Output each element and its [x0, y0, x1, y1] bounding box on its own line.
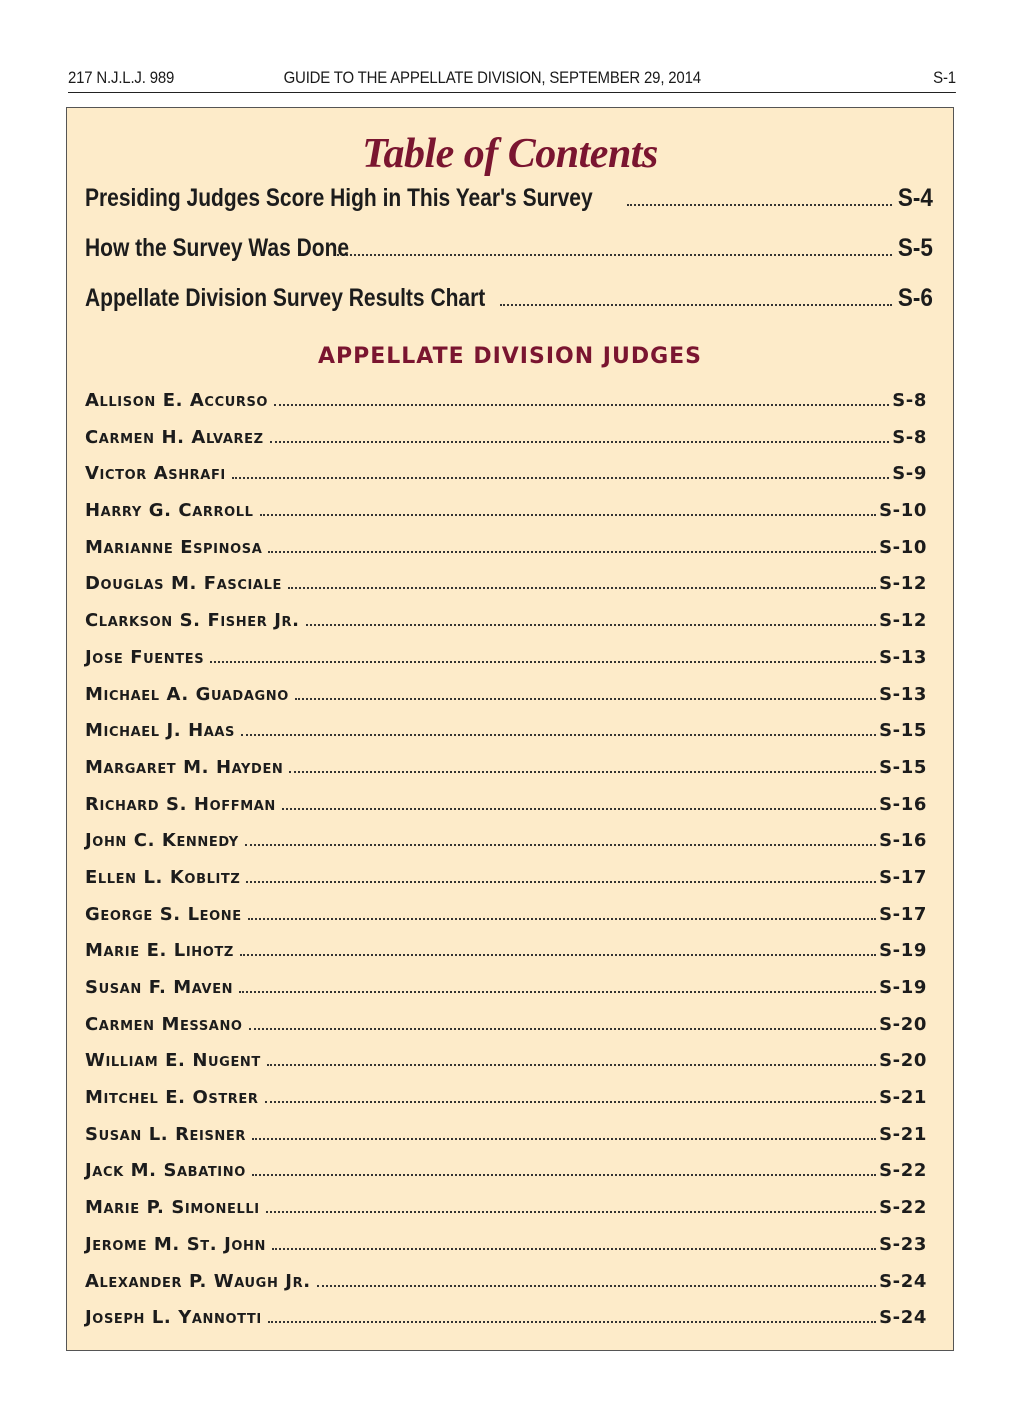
- toc-judge-entry[interactable]: [85, 720, 927, 757]
- running-head: [68, 66, 956, 93]
- toc-judge-entry[interactable]: [85, 940, 927, 977]
- toc-feature-entry-title: Presiding Judges Score High in This Year's Survey: [85, 184, 593, 212]
- toc-judge-entry-page: S-21: [879, 1123, 927, 1145]
- citation: 217 N.J.L.J. 989: [68, 68, 175, 87]
- toc-judge-entry-title: Jerome M. St. John: [85, 1233, 266, 1255]
- dot-leader: [240, 953, 876, 956]
- dot-leader: [265, 1100, 877, 1103]
- dot-leader: [252, 1137, 876, 1140]
- toc-judge-entry-title: Marie E. Lihotz: [85, 940, 234, 962]
- toc-judge-entry-page: S-16: [879, 830, 927, 852]
- dot-leader: [252, 1173, 876, 1176]
- toc-judge-entry[interactable]: [85, 904, 927, 941]
- toc-judge-entry-page: S-12: [879, 610, 927, 632]
- toc-judge-entry[interactable]: [85, 537, 927, 574]
- toc-judge-entry[interactable]: [85, 1234, 927, 1271]
- toc-judge-entry[interactable]: [85, 573, 927, 610]
- toc-judge-entry-page: S-9: [892, 463, 927, 485]
- toc-judge-entry-page: S-8: [892, 426, 927, 448]
- toc-judge-entry-page: S-16: [879, 793, 927, 815]
- toc-judge-entry-title: Richard S. Hoffman: [85, 793, 276, 815]
- toc-judge-entry-page: S-13: [879, 646, 927, 668]
- toc-judge-entry[interactable]: [85, 427, 927, 464]
- toc-judge-entry[interactable]: [85, 1124, 927, 1161]
- toc-judge-entry[interactable]: [85, 977, 927, 1014]
- dot-leader: [317, 1284, 876, 1287]
- toc-feature-entry[interactable]: [85, 184, 933, 234]
- toc-judge-entry[interactable]: [85, 500, 927, 537]
- dot-leader: [272, 1247, 876, 1250]
- toc-judge-entry-title: Joseph L. Yannotti: [85, 1307, 262, 1329]
- toc-judge-entry-page: S-21: [879, 1087, 927, 1109]
- toc-judge-entry-page: S-24: [879, 1270, 927, 1292]
- toc-judge-entry-title: Allison E. Accurso: [85, 390, 269, 411]
- page-number: S-1: [933, 68, 956, 87]
- toc-judge-entry-title: Michael A. Guadagno: [85, 683, 289, 705]
- toc-judge-entry-page: S-19: [879, 940, 927, 962]
- toc-judge-entry-page: S-17: [879, 866, 927, 888]
- toc-judge-entry-page: S-10: [879, 536, 927, 558]
- dot-leader: [268, 550, 876, 553]
- toc-judge-entry-title: Susan F. Maven: [85, 977, 234, 998]
- toc-judge-entry-title: Jack M. Sabatino: [85, 1160, 246, 1182]
- dot-leader: [267, 1063, 876, 1066]
- toc-judge-entry-page: S-15: [879, 720, 927, 742]
- toc-judge-entry-title: Margaret M. Hayden: [85, 756, 284, 778]
- toc-judge-entry-page: S-17: [879, 903, 927, 925]
- dot-leader: [239, 990, 876, 993]
- table-of-contents-box: [66, 107, 954, 1351]
- toc-judge-entry[interactable]: [85, 1050, 927, 1087]
- toc-judge-entry-title: Alexander P. Waugh Jr.: [85, 1270, 311, 1292]
- toc-feature-entry-title: How the Survey Was Done: [85, 234, 350, 262]
- toc-judge-entry-title: Michael J. Haas: [85, 720, 236, 742]
- dot-leader: [266, 1210, 876, 1213]
- dot-leader: [500, 303, 893, 306]
- dot-leader: [260, 513, 877, 516]
- toc-feature-entry-title: Appellate Division Survey Results Chart: [85, 284, 486, 312]
- toc-judge-entry-page: S-10: [879, 500, 927, 522]
- toc-judge-entry-title: Carmen H. Alvarez: [85, 426, 264, 448]
- toc-judge-entry-page: S-12: [879, 573, 927, 595]
- toc-judge-entry[interactable]: [85, 757, 927, 794]
- toc-judge-entry[interactable]: [85, 463, 927, 500]
- dot-leader: [246, 880, 876, 883]
- toc-judge-entry-title: Marie P. Simonelli: [85, 1197, 260, 1219]
- toc-judge-entry[interactable]: [85, 794, 927, 831]
- dot-leader: [282, 807, 876, 810]
- toc-judge-entry-title: Mitchel E. Ostrer: [85, 1087, 259, 1109]
- dot-leader: [295, 697, 876, 700]
- toc-judge-entry[interactable]: [85, 1087, 927, 1124]
- toc-judge-entry-title: Clarkson S. Fisher Jr.: [85, 610, 300, 632]
- toc-title: Table of Contents: [362, 131, 658, 177]
- toc-judge-entry-page: S-20: [879, 1050, 927, 1072]
- toc-judge-entry-page: S-22: [879, 1197, 927, 1219]
- judge-list: [85, 390, 927, 1344]
- toc-judge-entry-title: Douglas M. Fasciale: [85, 573, 282, 595]
- publication-title: GUIDE TO THE APPELLATE DIVISION, SEPTEMBER 29, 2014: [283, 68, 701, 87]
- dot-leader: [337, 253, 892, 256]
- dot-leader: [245, 843, 876, 846]
- toc-feature-entry-page: S-5: [897, 234, 933, 262]
- toc-judge-entry-title: George S. Leone: [85, 903, 242, 925]
- dot-leader: [627, 203, 892, 206]
- dot-leader: [289, 770, 876, 773]
- judges-heading: APPELLATE DIVISION JUDGES: [317, 344, 703, 369]
- toc-judge-entry[interactable]: [85, 1160, 927, 1197]
- toc-judge-entry[interactable]: [85, 684, 927, 721]
- toc-judge-entry-page: S-24: [879, 1307, 927, 1329]
- toc-feature-entry[interactable]: [85, 234, 933, 284]
- toc-judge-entry-page: S-19: [879, 977, 927, 998]
- toc-judge-entry-title: Harry G. Carroll: [85, 500, 254, 522]
- toc-judge-entry-title: Victor Ashrafi: [85, 463, 226, 485]
- dot-leader: [306, 623, 877, 626]
- toc-judge-entry-title: Ellen L. Koblitz: [85, 866, 241, 888]
- toc-judge-entry[interactable]: [85, 1307, 927, 1344]
- toc-judge-entry-page: S-8: [892, 390, 927, 411]
- dot-leader: [268, 1320, 876, 1323]
- toc-judge-entry-title: Susan L. Reisner: [85, 1123, 246, 1145]
- dot-leader: [241, 733, 876, 736]
- toc-judge-entry[interactable]: [85, 610, 927, 647]
- toc-judge-entry-page: S-20: [879, 1013, 927, 1035]
- toc-judge-entry-page: S-13: [879, 683, 927, 705]
- toc-judge-entry[interactable]: [85, 867, 927, 904]
- toc-judge-entry-title: Carmen Messano: [85, 1013, 243, 1035]
- dot-leader: [288, 586, 876, 589]
- toc-judge-entry[interactable]: [85, 647, 927, 684]
- dot-leader: [248, 917, 876, 920]
- dot-leader: [210, 660, 876, 663]
- dot-leader: [274, 403, 889, 406]
- toc-feature-entry-page: S-6: [897, 284, 933, 312]
- toc-judge-entry[interactable]: [85, 830, 927, 867]
- toc-feature-entry[interactable]: [85, 284, 933, 334]
- dot-leader: [249, 1027, 877, 1030]
- toc-feature-entry-page: S-4: [897, 184, 933, 212]
- feature-list: [85, 184, 933, 334]
- toc-judge-entry-page: S-23: [879, 1233, 927, 1255]
- toc-judge-entry[interactable]: [85, 1271, 927, 1308]
- toc-judge-entry-page: S-15: [879, 756, 927, 778]
- toc-judge-entry-title: Marianne Espinosa: [85, 536, 263, 558]
- toc-judge-entry-title: William E. Nugent: [85, 1050, 261, 1072]
- toc-judge-entry[interactable]: [85, 390, 927, 427]
- dot-leader: [270, 440, 890, 443]
- toc-judge-entry-title: Jose Fuentes: [85, 646, 205, 668]
- dot-leader: [232, 476, 889, 479]
- toc-judge-entry-title: John C. Kennedy: [85, 830, 239, 852]
- toc-judge-entry[interactable]: [85, 1197, 927, 1234]
- toc-judge-entry[interactable]: [85, 1014, 927, 1051]
- toc-judge-entry-page: S-22: [879, 1160, 927, 1182]
